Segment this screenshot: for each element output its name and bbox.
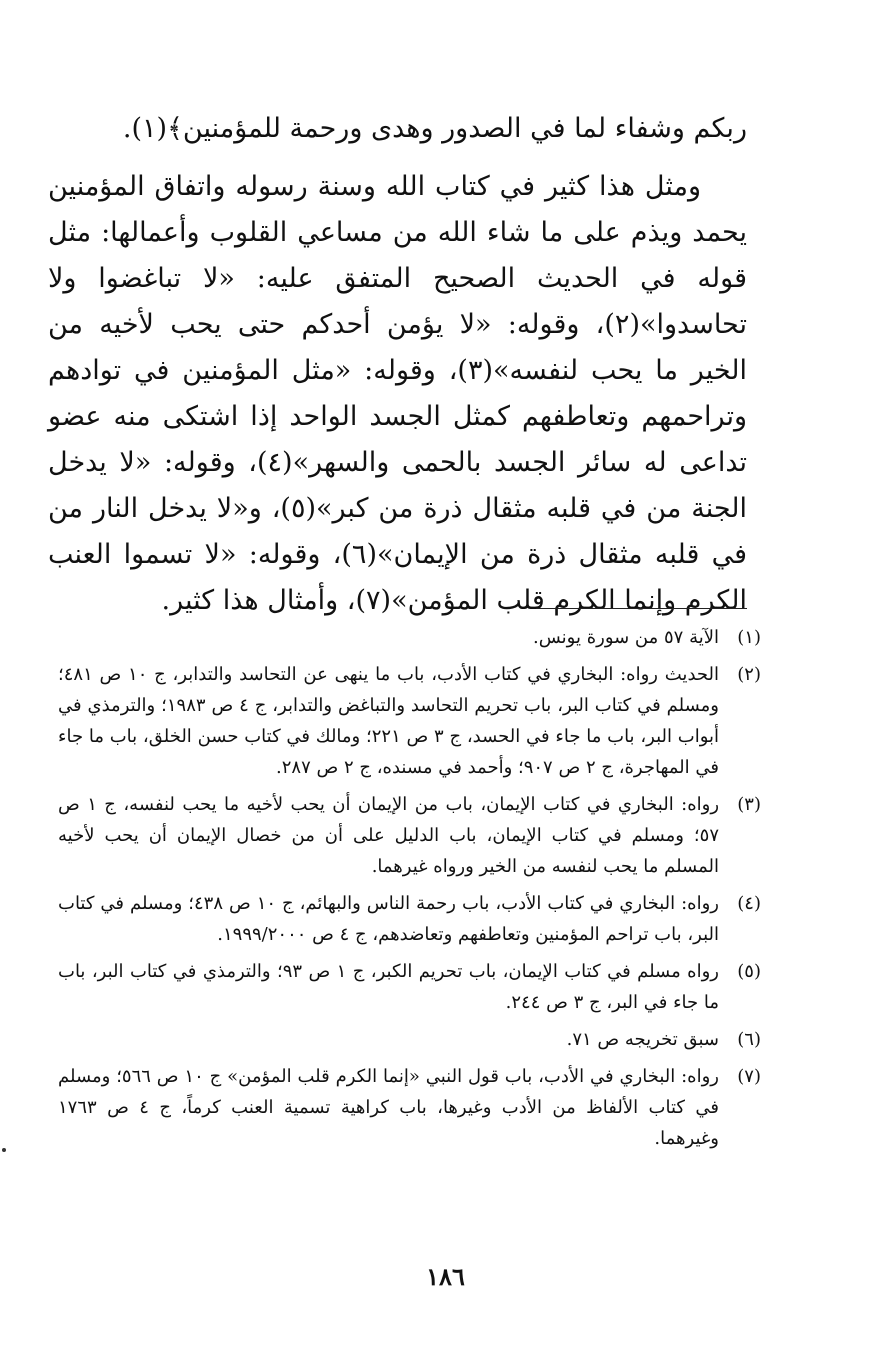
footnote-text: الحديث رواه: البخاري في كتاب الأدب، باب ما ينهى عن التحاسد والتدابر، ج ١٠ ص ٤٨١؛ ومسلم في كتاب البر، باب تحريم التحاسد والتباغض والتدابر، ج ٤ ص ١٩٨٣؛ والترمذي في أبواب البر، باب ما جاء في الحسد، ج ٣ ص ٢٢١؛ ومالك في كتاب حسن الخلق، باب ما جاء في المهاجرة، ج ٢ ص ٩٠٧؛ وأحمد في مسنده، ج ٢ ص ٢٨٧. [58,664,719,778]
footnote-text: رواه: البخاري في كتاب الأدب، باب رحمة الناس والبهائم، ج ١٠ ص ٤٣٨؛ ومسلم في كتاب البر، باب تراحم المؤمنين وتعاطفهم وتعاضدهم، ج ٤ ص ١٩٩٩/٢٠٠٠. [58,893,719,945]
footnote-text: الآية ٥٧ من سورة يونس. [532,627,719,648]
footnote-number: (٤) [737,893,761,914]
footnote-text: رواه: البخاري في الأدب، باب قول النبي «إنما الكرم قلب المؤمن» ج ١٠ ص ٥٦٦؛ ومسلم في كتاب الألفاظ من الأدب وغيرها، باب كراهية تسمية العنب كرماً، ج ٤ ص ١٧٦٣ وغيرهما. [58,1066,719,1149]
footnote-4 [58,888,761,950]
footnote-3 [58,789,761,882]
footnote-number: (١) [737,627,761,648]
footnote-number: (٦) [737,1029,761,1050]
footnote-7 [58,1061,761,1154]
footnote-number: (٧) [737,1066,761,1087]
page-number: ١٨٦ [426,1262,465,1291]
footnote-text: سبق تخريجه ص ٧١. [566,1029,719,1050]
footnotes [58,622,761,1160]
scan-speck [2,1148,6,1152]
footnote-6 [58,1024,761,1055]
body-paragraph: ومثل هذا كثير في كتاب الله وسنة رسوله واتفاق المؤمنين يحمد ويذم على ما شاء الله من مساعي القلوب وأعمالها: مثل قوله في الحديث الصحيح المتفق عليه: «لا تباغضوا ولا تحاسدوا»(٢)، وقوله: «لا يؤمن أحدكم حتى يحب لأخيه من الخير ما يحب لنفسه»(٣)، وقوله: «مثل المؤمنين في توادهم وتراحمهم وتعاطفهم كمثل الجسد الواحد إذا اشتكى منه عضو تداعى له سائر الجسد بالحمى والسهر»(٤)، وقوله: «لا يدخل الجنة من في قلبه مثقال ذرة من كبر»(٥)، و«لا يدخل النار من في قلبه مثقال ذرة من الإيمان»(٦)، وقوله: «لا تسموا العنب الكرم وإنما الكرم قلب المؤمن»(٧)، وأمثال هذا كثير. [48,171,748,616]
footnote-5 [58,956,761,1018]
footnote-text: رواه: البخاري في كتاب الإيمان، باب من الإيمان أن يحب لأخيه ما يحب لنفسه، ج ١ ص ٥٧؛ ومسلم في كتاب الإيمان، باب الدليل على أن من خصال الإيمان أن يحب لأخيه المسلم ما يحب لنفسه من الخير ورواه غيرهما. [58,794,720,877]
footnote-text: رواه مسلم في كتاب الإيمان، باب تحريم الكبر، ج ١ ص ٩٣؛ والترمذي في كتاب البر، باب ما جاء في البر، ج ٣ ص ٢٤٤. [58,961,719,1013]
footnote-number: (٥) [737,961,761,982]
footnote-1 [58,622,761,653]
footnote-number: (٢) [737,664,761,685]
footnote-number: (٣) [737,794,761,815]
main-text [48,106,747,624]
footnote-2 [58,659,761,783]
footnote-divider [537,608,747,609]
continuation-line: ربكم وشفاء لما في الصدور وهدى ورحمة للمؤمنين﴾(١). [122,113,747,144]
